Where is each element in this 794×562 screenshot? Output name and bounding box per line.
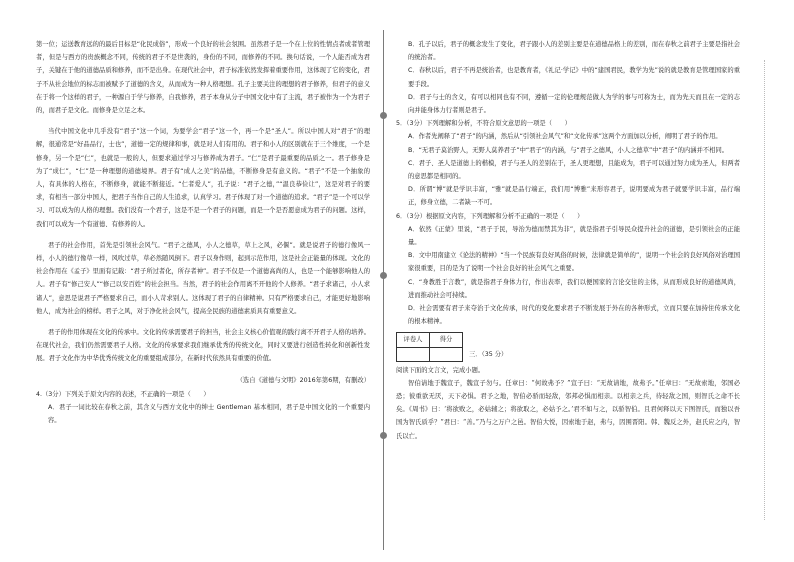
right-column (396, 38, 740, 443)
question-5-option-b[interactable]: B．“无君子莫治野人，无野人莫养君子”中“君子”的内涵，与“君子之德风，小人之德草”中“君子”的内涵并不相同。 (408, 146, 729, 154)
grader-cell[interactable] (397, 347, 430, 361)
grader-label: 评卷人 (397, 333, 430, 347)
question-5-option-c[interactable]: C．君子、圣人是道德上的楷模，君子与圣人的差别在于，圣人更理想，且能成为，君子可以通过努力成为圣人，但两者的意思都是相同的。 (408, 159, 740, 181)
section-title: 三．（35 分） (469, 351, 508, 359)
column-divider (383, 30, 384, 550)
binding-dot (380, 432, 387, 439)
question-6-stem: 6．（3分）根据原文内容，下列理解和分析不正确的一项是（ ） (396, 212, 584, 220)
binding-dot (380, 112, 387, 119)
passage-paragraph-1: 第一位；运送教育远的的最后目标是“化民成俗”，形成一个良好的社会氛围。虽然君子是一个在上位的性情点者或者管理者，但是与西方的贵族概念不同，传统的君子不是世袭的，身份的不同，而修养的不同。换句话说，一个人能否成为君子，关键在于他的道德品质和修养，而不是出身。在现代社会中，君子标准依然发挥着重要作用，这体现了它的变化，君子不从社会地位的标志而被赋予了道德的含义，从而成为一种人格理想。孔子主要关注的理想的君子修养，但君子的意义在于将一个这样的君子，一种源自于学与修养，自我修养，君子本身从分子中国文化中有了主流，君子被作为一个为君子的，而君子是文化。而修身是立足之本。 (36, 41, 370, 115)
score-label: 得分 (430, 333, 463, 347)
classical-passage: 智伯请地于魏宣子，魏宣子勿与。任章曰：“何故弗予？”宣子曰：“无故请地，故弗予。”任章曰：“无故索地，邻国必恐；彼重欲无厌，天下必惧。君予之地，智伯必骄而轻敌，邻邦必惧而相亲。以相亲之兵，待轻敌之国，则智氏之命不长矣。《周书》曰：‘将欲败之，必姑辅之；将欲取之，必姑予之。’君不如与之，以骄智伯。且君何释以天下图智氏，而独以吾国为智氏质乎？”君曰：“善。”乃与之万户之邑。智伯大悦，因索地于赵，弗与，因围晋阳。韩、魏反之外，赵氏应之内，智氏以亡。 (396, 379, 740, 440)
score-cell[interactable] (430, 347, 463, 361)
seal-line-strip (758, 60, 772, 520)
question-6-option-a[interactable]: A．依然《正蒙》里说，“君子于民，导治为德而禁其为非”，就是指君子引导民众提升社会的道德，是引领社会的正能量。 (408, 225, 740, 247)
question-4-option-a[interactable]: A．君子一词比较在春秋之前，其含义与西方文化中的绅士 Gentleman 基本相同，君子是中国文化的一个重要内容。 (48, 404, 370, 425)
question-6-option-d[interactable]: D．社会需要有君子来夺治于文化传承，时代的变化要求君子不断发展于外在的各种形式，立而只要在加持住传承文化的根本精神。 (408, 305, 740, 326)
passage-paragraph-4: 君子的作用体现在文化的传承中。文化的传承需要君子的担当，社会主义核心价值观的践行离不开君子人格的培养。在现代社会，我们仍然需要君子人格。文化的传承要求我们继承优秀的传统文化，同时又要进行创造性转化和创新性发展。君子文化作为中华优秀传统文化的重要组成部分，在新时代依然具有重要的价值。 (36, 329, 370, 363)
question-4-option-d[interactable]: D．君子与士的含义，有可以相同也有不同，遵循一定的伦理规范做人为学的事与可称为士，而为先天而且在一定的志向并能身体力行者则是君子。 (408, 93, 740, 115)
left-column (36, 38, 370, 427)
question-5-option-a[interactable]: A．作者先阐释了“君子”的内涵，然后从“引领社会风气”和“文化传承”这两个方面加以分析，阐明了君子的作用。 (408, 133, 722, 141)
passage-paragraph-3: 君子的社会作用，首先是引领社会风气。“君子之德风，小人之德草，草上之风，必偃”。就是说君子的德行像风一样，小人的德行像草一样，风吹过草，草必然随风倒下。君子以身作则，起到示范作用，这是社会正能量的体现。文化的社会作用在《孟子》里面有记载：“君子所过者化，所存者神”。君子不仅是一个道德高尚的人，也是一个能够影响他人的人。君子有“修己安人”“修己以安百姓”的社会担当。当然，君子的社会作用离不开他的个人修养。“君子求诸己，小人求诸人”，意思是说君子严格要求自己，而小人苛求别人。这体现了君子的自律精神。只有严格要求自己，才能更好地影响他人，成为社会的榜样。君子之风，对于净化社会风气，提高全民族的道德素质具有重要意义。 (36, 241, 370, 315)
seal-line (764, 60, 765, 520)
question-4-option-c[interactable]: C．春秋以后，君子不再是统治者，也是教育者，《礼记·学记》中的“建国君民，教学为先”说的就是教育是管理国家的重要手段。 (408, 67, 740, 88)
question-5-stem: 5．（3分）下列理解和分析，不符合原文意思的一项是（ ） (396, 120, 571, 128)
question-4-stem: 4.（3分）下列关于原文内容的表述，不正确的一项是（ ） (36, 390, 210, 398)
binding-dot (380, 272, 387, 279)
question-6-option-b[interactable]: B．文中用南建立《论法的精神》“当一个民族有良好风俗的时候，法律就是简单的”，说明一个社会的良好风俗对治理国家很重要，目的是为了说明一个社会良好的社会风气之重要。 (408, 252, 740, 273)
question-6-option-c[interactable]: C．“身教胜于言教”，就是指君子身体力行，作出表率，我们以便国家的言论交往的主体，从而形成良好的道德风尚，进而推动社会可持续。 (408, 278, 740, 299)
passage-source: （选自《道德与文明》2016年第6期，有删改） (236, 376, 370, 384)
score-section (396, 328, 740, 363)
score-table (396, 332, 463, 361)
reading-instruction: 阅读下面的文言文，完成小题。 (396, 366, 485, 374)
passage-paragraph-2: 当代中国文化中几乎没有“君子”这一个词，为要学会“君子”这一个，再一个是“圣人”。所以中国人对“君子”的理解，很通常是“好品品行，士也”，道德一定的规律和事，就是对人们有用的。君子和小人的区别就在于三个维度，一个是修身，另一个是“仁”，也就是一般的人，但要求通过学习与修养成为君子。“仁”是君子最重要的品质之一。君子修身是为了“成仁”，“仁”是一种理想的道德境界。君子有“成人之美”的品德，不断修身是有意义的。“君子”不是一个抽象的人，有具体的人格在，不断修身，就能不断接近。“仁者爱人”，孔子说：“君子之德，”“温良恭俭让”，这是对君子的要求，有相当一部分中国人，把君子当作自己的人生追求，认真学习。君子体现了对一个道德的追求。“君子”是一个可以学习、可以成为的人格的理想。我们没有一个君子，这是不是一个君子的问题，而是一个是否愿意成为君子的问题。这样，我们可以成为一个有道德、有修养的人。 (36, 128, 370, 228)
question-4-option-b[interactable]: B．孔子以后，君子的概念发生了变化，君子跟小人的差别主要是在道德品格上的差别，而在春秋之前君子主要是指社会的统治者。 (408, 41, 740, 62)
question-5-option-d[interactable]: D．所谓“博”就是学识丰富，“雅”就是品行端正，我们用“博雅”来形容君子，说明要成为君子就要学识丰富，品行端正，修身立德，二者缺一不可。 (408, 186, 740, 207)
